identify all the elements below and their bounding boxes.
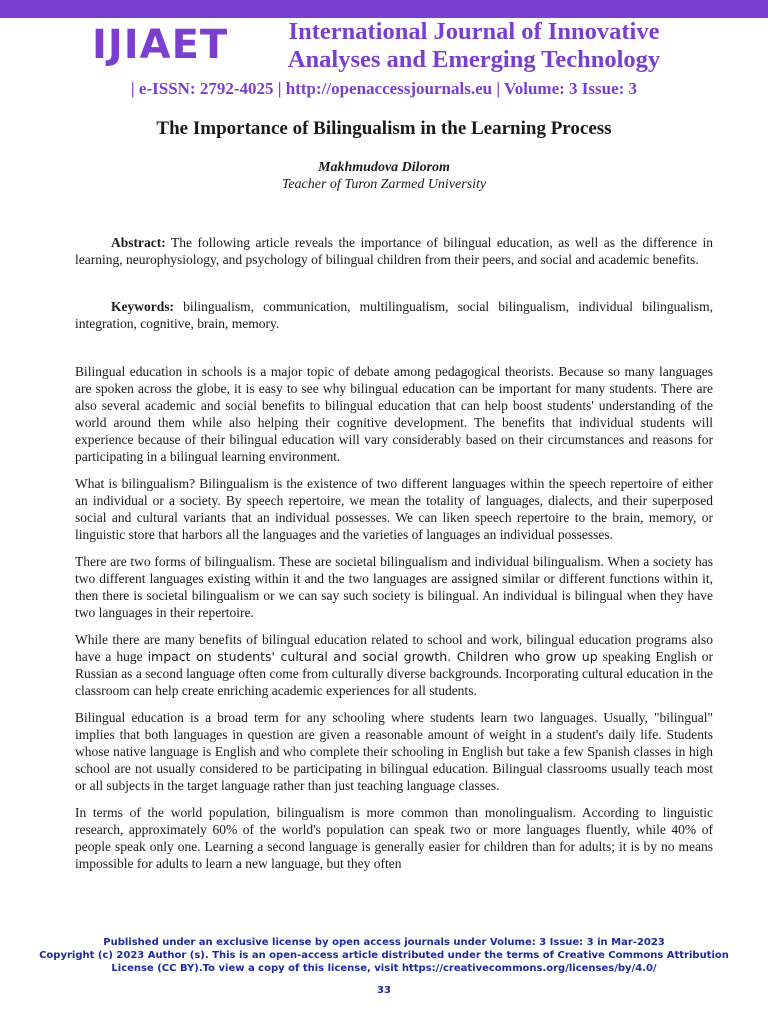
abstract-text: The following article reveals the importance of bilingual education, as well as the difference in learning, neurophysiology, and psychology of bilingual children from their peers, and social and academic benefits.: [75, 235, 713, 267]
journal-title: International Journal of Innovative Analyses and Emerging Technology: [287, 18, 661, 73]
page-number: 33: [377, 985, 391, 996]
body-paragraph: Bilingual education in schools is a major topic of debate among pedagogical theorists. Because so many languages are spoken across the globe, it is easy to see why bilingual education can be important for many students. There are also several academic and social benefits to bilingual education that can help boost students' understanding of the world around them while also helping their cognitive development. The benefits that individual students will experience because of their bilingual education will vary considerably based on their circumstances and reasons for participating in a bilingual learning environment.: [75, 364, 713, 464]
body-text: impact on students' cultural and social growth. Children who grow up: [147, 649, 598, 664]
body-paragraph: There are two forms of bilingualism. These are societal bilingualism and individual bilingualism. When a society has two different languages existing within it and the two languages are assigned similar or different functions within it, then there is societal bilingualism or we can say such society is bilingual. An individual is bilingual when they have two languages in their repertoire.: [75, 554, 713, 620]
article-body: [75, 363, 713, 882]
journal-logo: IJIAET: [92, 22, 229, 68]
keywords-text: bilingualism, communication, multilingualism, social bilingualism, individual bilingualism, integration, cognitive, brain, memory.: [75, 299, 713, 331]
body-paragraph: [75, 631, 713, 699]
body-text: While there are many benefits of bilingual education related to school and work, bilingual education programs also have a huge: [75, 632, 713, 664]
license-footer: [0, 936, 768, 975]
top-color-bar: [0, 0, 768, 18]
abstract-label: Abstract:: [111, 235, 166, 250]
footer-line: Copyright (c) 2023 Author (s). This is an open-access article distributed under the terms of Creative Commons Attribution: [39, 950, 729, 961]
footer-line: License (CC BY).To view a copy of this license, visit https://creativecommons.org/licenses/by/4.0/: [111, 963, 657, 974]
body-paragraph: In terms of the world population, bilingualism is more common than monolingualism. According to linguistic research, approximately 60% of the world's population can speak two or more languages fluently, while 40% of people speak only one. Learning a second language is generally easier for children than for adults; it is by no means impossible for adults to learn a new language, but they often: [75, 805, 713, 871]
paper-title: The Importance of Bilingualism in the Learning Process: [156, 118, 612, 139]
body-paragraph: Bilingual education is a broad term for any schooling where students learn two languages. Usually, "bilingual" implies that both languages in question are given a reasonable amount of weight in a student's daily life. Students whose native language is English and who complete their schooling in English but take a few Spanish classes in high school are not usually considered to be participating in bilingual education. Bilingual classrooms usually teach most or all subjects in the target language rather than just teaching language classes.: [75, 710, 713, 793]
abstract: [75, 234, 713, 268]
author-name: Makhmudova Dilorom: [318, 160, 450, 175]
issn-volume-line: | e-ISSN: 2792-4025 | http://openaccessjournals.eu | Volume: 3 Issue: 3: [130, 79, 638, 98]
body-paragraph: What is bilingualism? Bilingualism is the existence of two different languages within the speech repertoire of either an individual or a society. By speech repertoire, we mean the totality of languages, dialects, and their superposed social and cultural variants that an individual possesses. We can liken speech repertoire to the brain, memory, or linguistic store that harbors all the languages and the varieties of languages an individual possesses.: [75, 476, 713, 542]
body-text: speaking English or Russian as a second language often come from culturally diverse backgrounds. Incorporating cultural education in the classroom can help create enriching academic experiences for all students.: [75, 649, 713, 698]
keywords-label: Keywords:: [111, 299, 174, 314]
keywords: [75, 298, 713, 332]
footer-line: Published under an exclusive license by open access journals under Volume: 3 Issue: 3 in Mar-2023: [103, 937, 665, 948]
author-affiliation: Teacher of Turon Zarmed University: [281, 177, 487, 192]
